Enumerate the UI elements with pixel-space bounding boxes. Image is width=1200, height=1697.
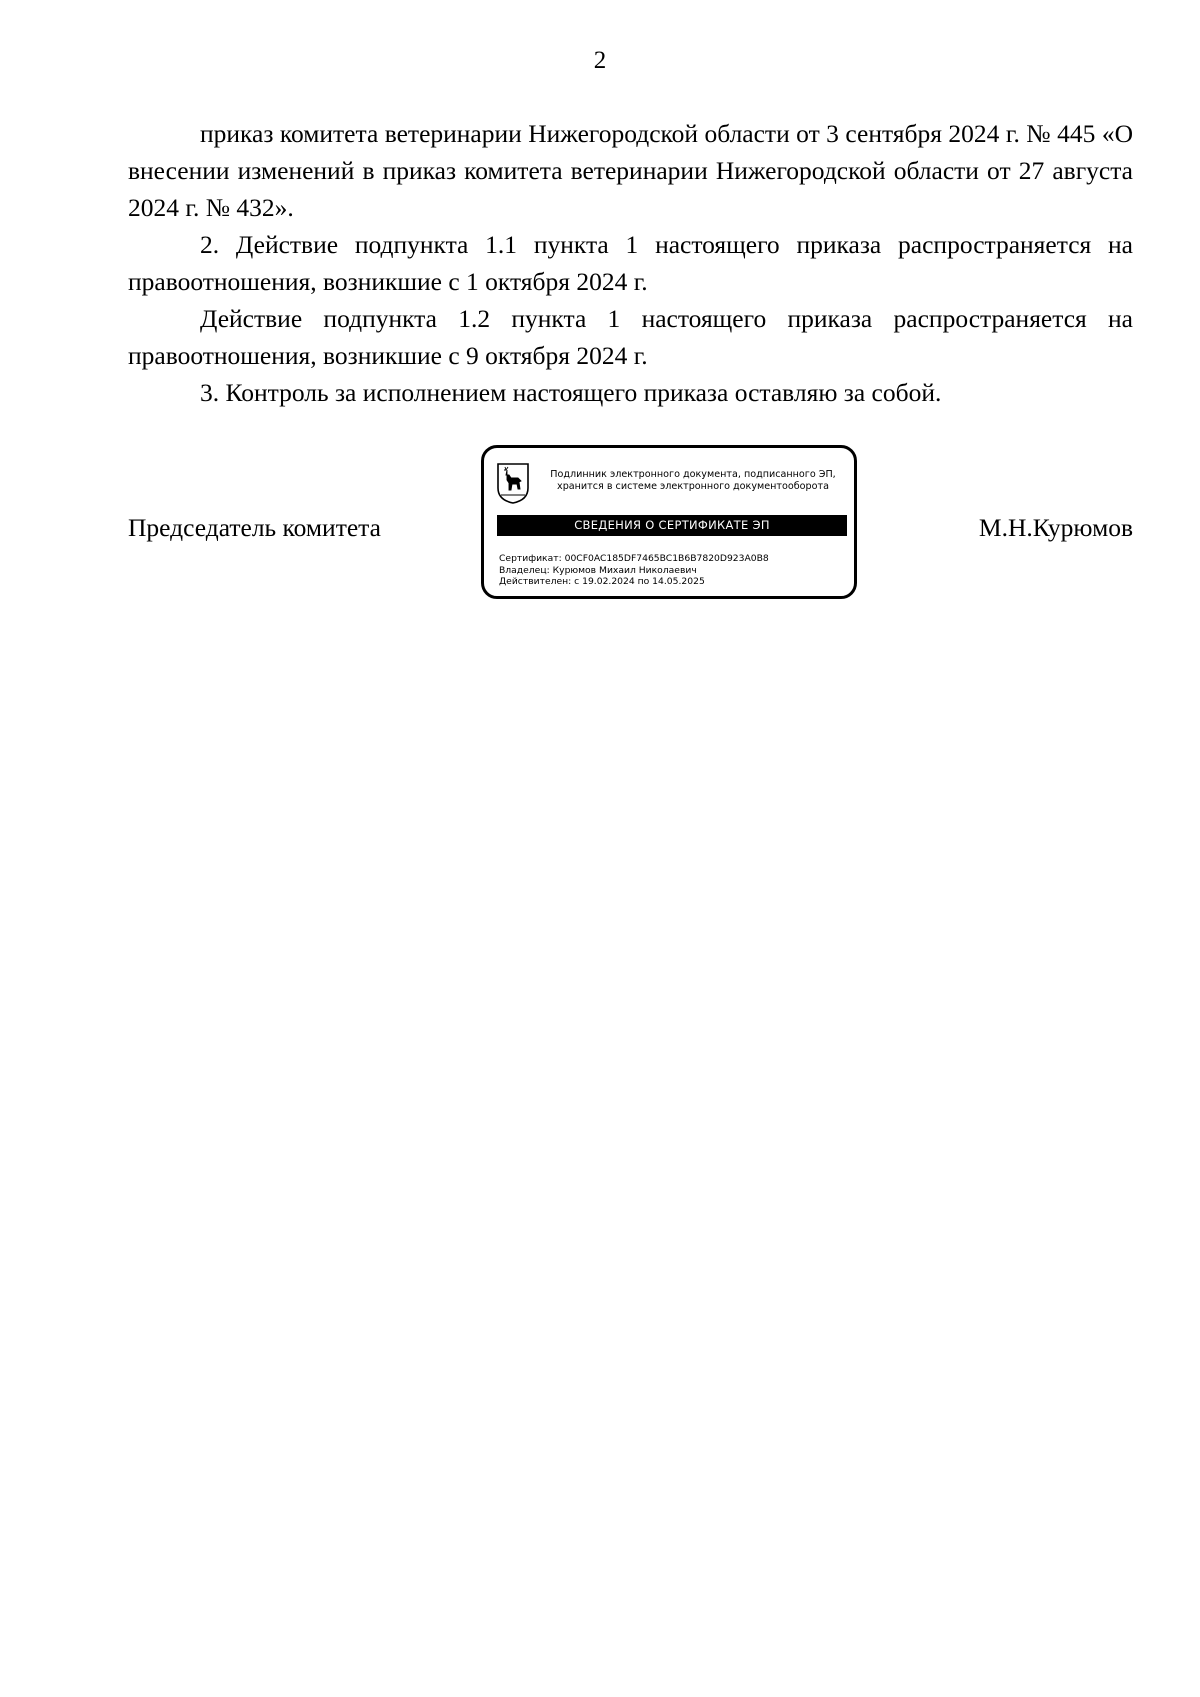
certificate-owner: Владелец: Курюмов Михаил Николаевич [499, 564, 697, 576]
certificate-validity: Действителен: с 19.02.2024 по 14.05.2025 [499, 576, 705, 587]
electronic-signature-stamp [481, 445, 857, 599]
stamp-certificate-details [499, 553, 849, 588]
paragraph: 2. Действие подпункта 1.1 пункта 1 настоящего приказа распространяется на правоотношения, возникшие с 1 октября 2024 г. [128, 230, 1133, 296]
signer-position-title: Председатель комитета [128, 513, 381, 542]
page-number: 2 [593, 47, 607, 74]
signer-name: М.Н.Курюмов [978, 513, 1133, 542]
stamp-header-line: Подлинник электронного документа, подписанного ЭП, [550, 469, 836, 480]
paragraph: 3. Контроль за исполнением настоящего приказа оставляю за собой. [200, 378, 942, 407]
paragraph: приказ комитета ветеринарии Нижегородской области от 3 сентября 2024 г. № 445 «О внесении изменений в приказ комитета ветеринарии Нижегородской области от 27 августа 2024 г. № 432». [128, 119, 1133, 222]
stamp-header-line: хранится в системе электронного документооборота [557, 481, 829, 492]
signature-block [128, 445, 1133, 610]
stamp-header [534, 469, 852, 493]
stamp-certificate-bar: СВЕДЕНИЯ О СЕРТИФИКАТЕ ЭП [497, 515, 847, 536]
paragraph: Действие подпункта 1.2 пункта 1 настоящего приказа распространяется на правоотношения, возникшие с 9 октября 2024 г. [128, 304, 1133, 370]
coat-of-arms-icon [496, 462, 530, 504]
document-body [128, 115, 1133, 411]
certificate-number: Сертификат: 00CF0AC185DF7465BC1B6B7820D923A0B8 [499, 553, 769, 564]
